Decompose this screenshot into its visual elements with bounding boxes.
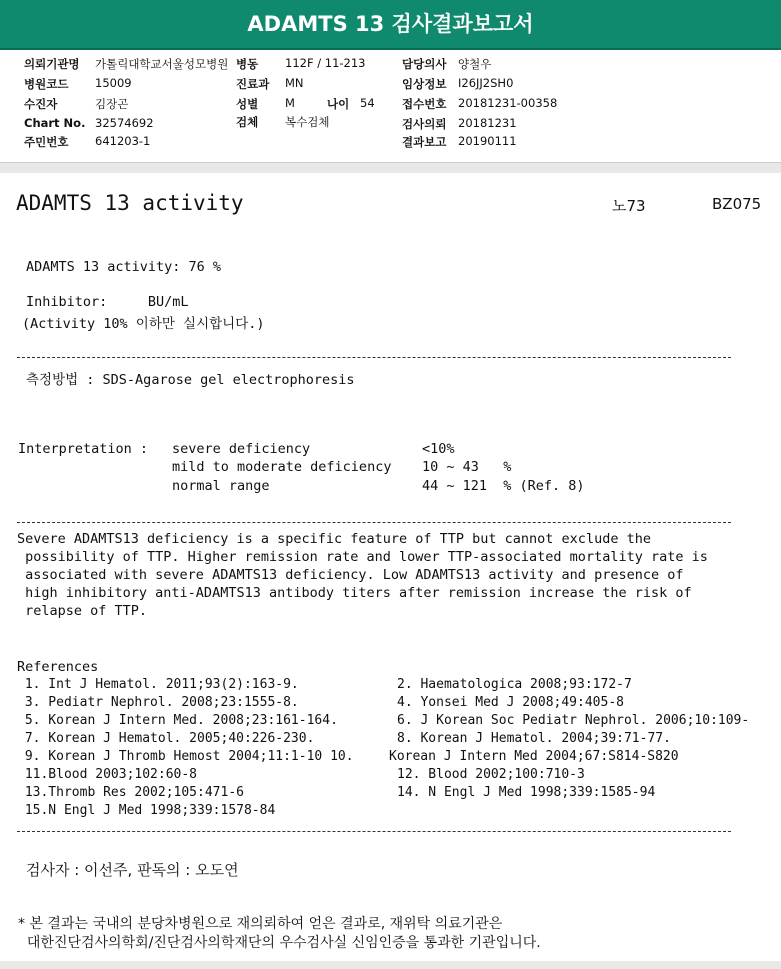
handwritten-note-2: BZ075 <box>712 195 762 213</box>
divider <box>17 831 731 832</box>
paragraph-line: relapse of TTP. <box>17 603 148 619</box>
receipt-no-value: 20181231-00358 <box>458 96 558 110</box>
report-body <box>0 173 781 969</box>
receipt-no-label: 접수번호 <box>402 97 447 111</box>
references-title: References <box>17 659 99 675</box>
chart-no-value: 32574692 <box>95 116 154 130</box>
report-heading: ADAMTS 13 activity <box>16 191 244 215</box>
age-value: 54 <box>360 96 375 110</box>
patient-info-panel <box>0 50 781 163</box>
clinical-info-label: 임상정보 <box>402 77 447 91</box>
chart-no-label: Chart No. <box>24 116 86 130</box>
age-label: 나이 <box>327 97 350 111</box>
reference-item: 13.Thromb Res 2002;105:471-6 <box>17 785 244 800</box>
interp-mild-name: mild to moderate deficiency <box>172 459 392 475</box>
report-date-value: 20190111 <box>458 134 517 148</box>
interp-normal-range: 44 ~ 121 % (Ref. 8) <box>422 478 585 494</box>
method-line: 측정방법 : SDS-Agarose gel electrophoresis <box>26 372 355 388</box>
reference-item: Korean J Intern Med 2004;67:S814-S820 <box>389 749 679 764</box>
activity-result: ADAMTS 13 activity: 76 % <box>26 259 222 275</box>
reference-item: 12. Blood 2002;100:710-3 <box>397 767 585 782</box>
paragraph-line: possibility of TTP. Higher remission rate and lower TTP-associated mortality rate is <box>17 549 708 565</box>
clinical-info-value: I26JJ2SH0 <box>458 76 514 90</box>
reference-item: 5. Korean J Intern Med. 2008;23:161-164. <box>17 713 338 728</box>
request-date-label: 검사의뢰 <box>402 117 447 131</box>
reference-item: 8. Korean J Hematol. 2004;39:71-77. <box>397 731 671 746</box>
examiner-line: 검사자 : 이선주, 판독의 : 오도연 <box>26 861 239 879</box>
paragraph-line: Severe ADAMTS13 deficiency is a specific feature of TTP but cannot exclude the <box>17 531 651 547</box>
handwritten-note-1: 노73 <box>612 197 646 215</box>
reference-item: 2. Haematologica 2008;93:172-7 <box>397 677 632 692</box>
sex-label: 성별 <box>236 97 259 111</box>
reference-item: 15.N Engl J Med 1998;339:1578-84 <box>17 803 276 818</box>
request-date-value: 20181231 <box>458 116 517 130</box>
reference-item: 14. N Engl J Med 1998;339:1585-94 <box>397 785 656 800</box>
department-label: 진료과 <box>236 77 270 91</box>
sex-value: M <box>285 96 295 110</box>
paragraph-line: associated with severe ADAMTS13 deficiency. Low ADAMTS13 activity and presence of <box>17 567 684 583</box>
ward-label: 병동 <box>236 57 259 71</box>
resident-no-label: 주민번호 <box>24 135 69 149</box>
bottom-bar <box>0 961 781 969</box>
reference-item: 1. Int J Hematol. 2011;93(2):163-9. <box>17 677 299 692</box>
institution-label: 의뢰기관명 <box>24 57 80 71</box>
reference-item: 11.Blood 2003;102:60-8 <box>17 767 198 782</box>
footer-note: 대한진단검사의학회/진단검사의학재단의 우수검사실 신임인증을 통과한 기관입니다. <box>18 935 541 951</box>
hospital-code-label: 병원코드 <box>24 77 69 91</box>
interp-severe-name: severe deficiency <box>172 441 311 457</box>
interp-severe-range: <10% <box>422 441 455 457</box>
patient-label: 수진자 <box>24 97 58 111</box>
department-value: MN <box>285 76 304 90</box>
reference-item: 4. Yonsei Med J 2008;49:405-8 <box>397 695 624 710</box>
footer-note: * 본 결과는 국내의 분당차병원으로 재의뢰하여 얻은 결과로, 재위탁 의료기관은 <box>18 916 503 932</box>
resident-no-value: 641203-1 <box>95 134 151 148</box>
reference-item: 7. Korean J Hematol. 2005;40:226-230. <box>17 731 315 746</box>
inhibitor-note: (Activity 10% 이하만 실시합니다.) <box>22 316 265 332</box>
hospital-code-value: 15009 <box>95 76 132 90</box>
reference-item: 6. J Korean Soc Pediatr Nephrol. 2006;10:109- <box>397 713 750 728</box>
interp-normal-name: normal range <box>172 478 270 494</box>
report-date-label: 결과보고 <box>402 135 447 149</box>
institution-value: 가톨릭대학교서울성모병원 <box>95 57 229 71</box>
section-separator <box>0 163 781 173</box>
reference-item: 9. Korean J Thromb Hemost 2004;11:1-10 10. <box>17 749 354 764</box>
specimen-value: 복수검체 <box>285 115 330 129</box>
divider <box>17 357 731 358</box>
doctor-value: 양철우 <box>458 57 492 71</box>
interp-mild-range: 10 ~ 43 % <box>422 459 512 475</box>
specimen-label: 검체 <box>236 115 259 129</box>
interpretation-label: Interpretation : <box>18 441 149 457</box>
inhibitor-line: Inhibitor: BU/mL <box>26 294 189 310</box>
reference-item: 3. Pediatr Nephrol. 2008;23:1555-8. <box>17 695 299 710</box>
patient-value: 김장곤 <box>95 97 129 111</box>
doctor-label: 담당의사 <box>402 57 447 71</box>
divider <box>17 522 731 523</box>
report-title: ADAMTS 13 검사결과보고서 <box>0 0 781 51</box>
ward-value: 112F / 11-213 <box>285 56 366 70</box>
paragraph-line: high inhibitory anti-ADAMTS13 antibody titers after remission increase the risk of <box>17 585 692 601</box>
